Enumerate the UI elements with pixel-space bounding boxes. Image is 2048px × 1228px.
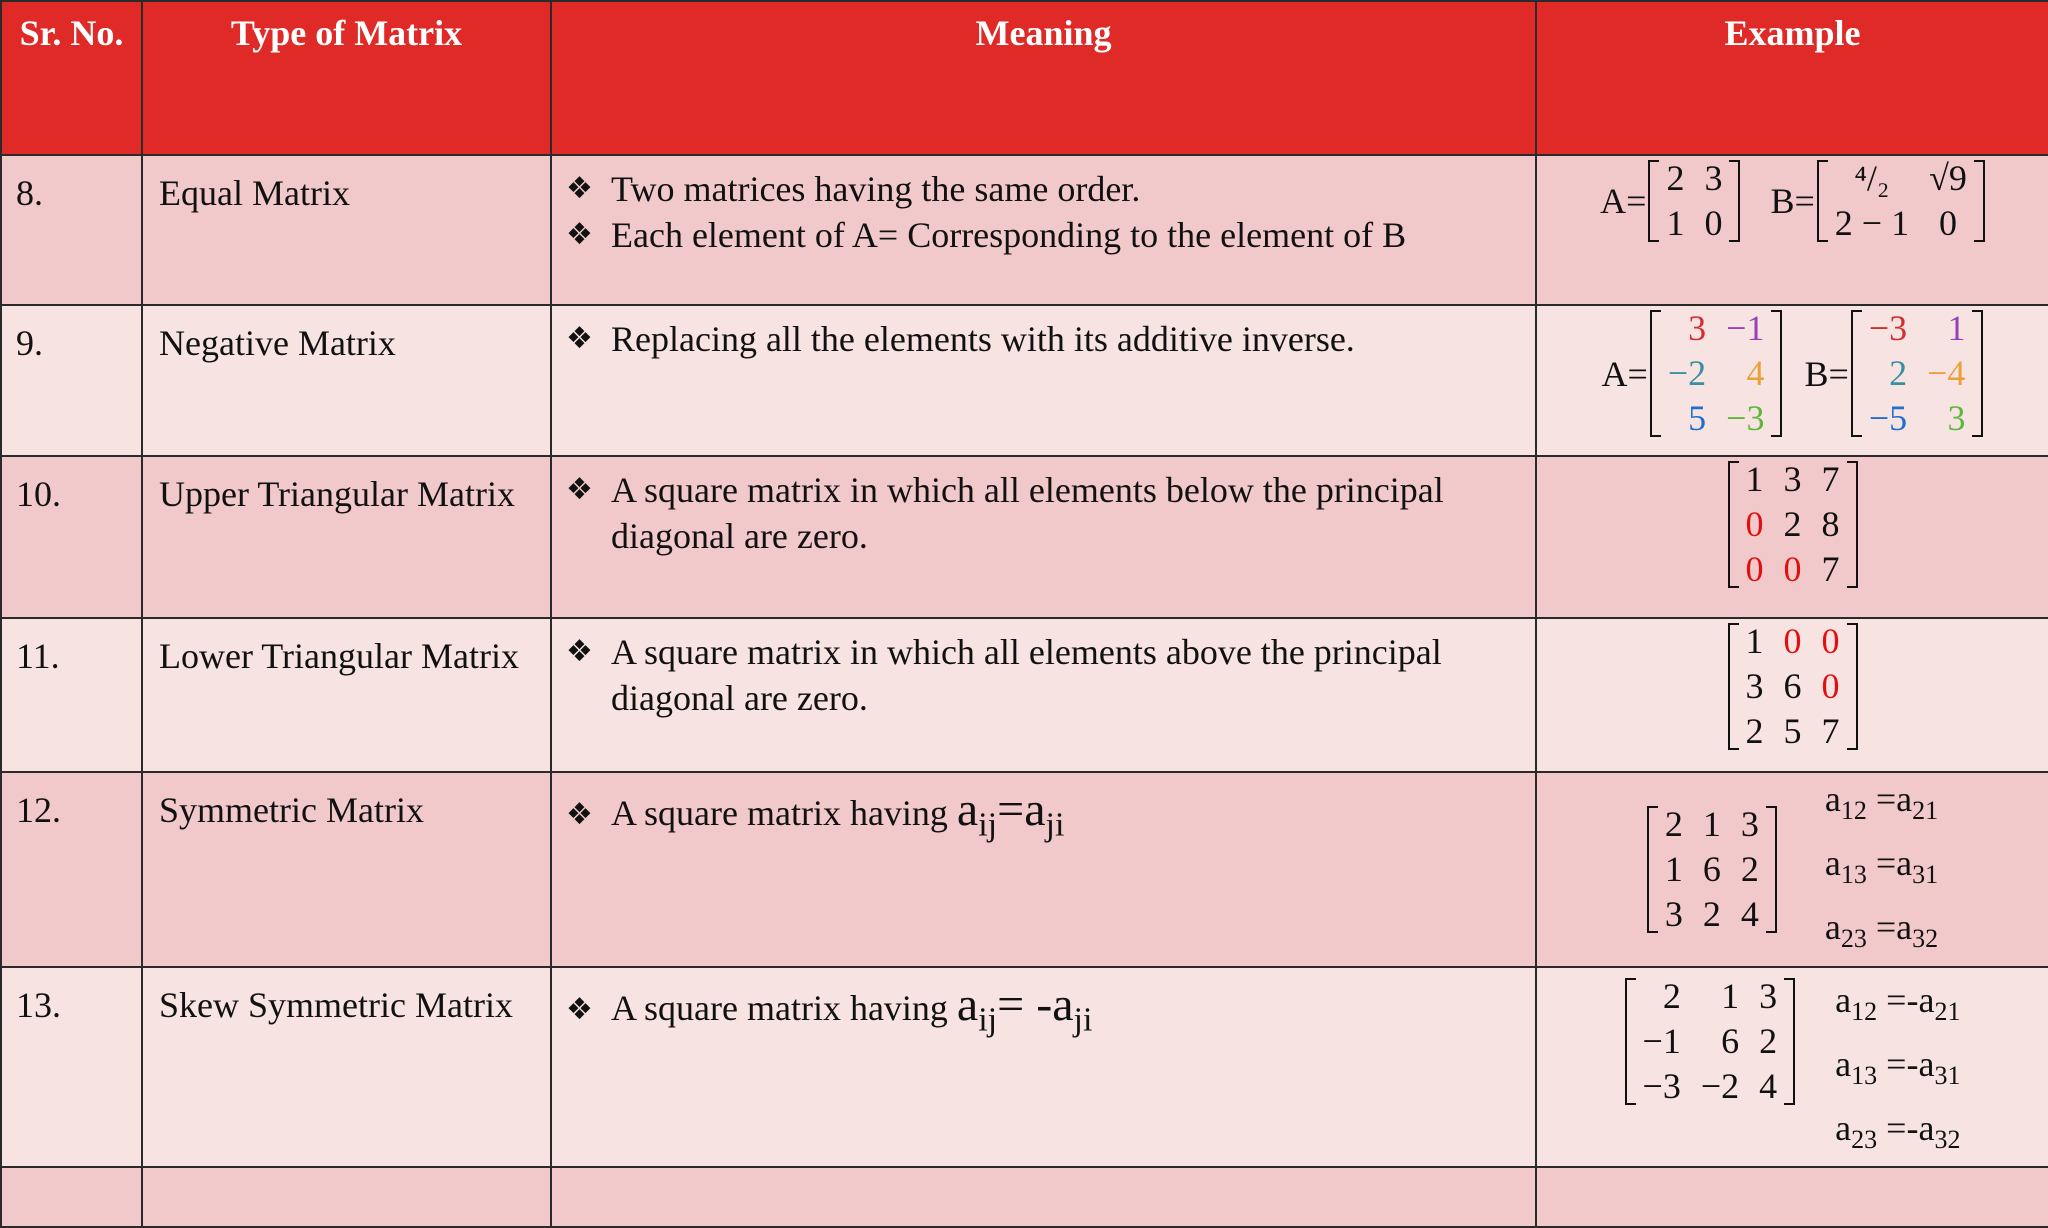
type-cell: Upper Triangular Matrix [142, 456, 551, 618]
sr-cell: 8. [1, 155, 142, 305]
matrix-cell: 1 [1947, 308, 1966, 348]
example-cell [1536, 618, 2048, 772]
relation-line: $a_{13} =a_{31}$ [1824, 843, 1939, 890]
matrix-cell: 6 [1721, 1020, 1740, 1061]
matrix-cell: 3 [1783, 459, 1802, 499]
example-cell [1536, 1167, 2048, 1227]
matrix-cell: 0 [1783, 621, 1802, 661]
matrix-cell: 6 [1702, 848, 1721, 889]
matrix-cell: 2 [1783, 504, 1802, 544]
skew-relations [1835, 974, 1960, 1167]
matrix-cell: 5 [1783, 711, 1802, 751]
matrix-cell: 2 [1889, 353, 1908, 393]
bullet-item: ❖ A square matrix having $a_{ij}= -a_{ji}$ [566, 977, 1093, 1039]
matrix-cell: 2 − 1 [1834, 203, 1910, 243]
meaning-cell [551, 155, 1536, 305]
matrix-cell: 3 [1745, 666, 1764, 706]
matrix-cell: 0 [1938, 203, 1957, 243]
matrix-cell: 0 [1745, 549, 1764, 589]
sr-cell: 10. [1, 456, 142, 618]
example-cell [1536, 967, 2048, 1168]
matrix-cell: 0 [1821, 621, 1840, 661]
skew-symmetric-formula: $a_{ij}= -a_{ji}$ [956, 977, 1093, 1039]
header-type: Type of Matrix [142, 1, 551, 155]
header-meaning: Meaning [551, 1, 1536, 155]
matrix-b: B= ⁴/₂ √9 2 − 1 0 [1770, 156, 1984, 246]
type-cell: Negative Matrix [142, 305, 551, 456]
matrix-cell: 4 [1759, 1065, 1778, 1106]
diamond-bullet-icon: ❖ [566, 217, 593, 252]
lower-triangular-matrix [1728, 619, 1858, 754]
sr-cell: 11. [1, 618, 142, 772]
matrix-cell: −2 [1700, 1065, 1740, 1106]
sr-cell [1, 1167, 142, 1227]
matrix-cell: 2 [1759, 1020, 1778, 1061]
matrix-cell: 3 [1688, 308, 1707, 348]
example-cell [1536, 155, 2048, 305]
diamond-bullet-icon: ❖ [566, 797, 593, 832]
diamond-bullet-icon: ❖ [566, 321, 593, 356]
skew-symmetric-matrix [1625, 974, 1796, 1109]
table-row [1, 305, 2048, 456]
matrix-cell: 7 [1821, 549, 1840, 589]
matrix-cell: 6 [1783, 666, 1802, 706]
table-row [1, 1167, 2048, 1227]
symmetric-formula: $a_{ij}=a_{ji}$ [956, 783, 1065, 844]
bullet-item: ❖ Two matrices having the same order. [566, 166, 1519, 212]
matrix-a: A= 2 3 1 0 [1600, 156, 1740, 246]
bullet-item: ❖ Each element of A= Corresponding to the element of B [566, 212, 1519, 258]
diamond-bullet-icon: ❖ [566, 171, 593, 206]
matrix-cell: 0 [1745, 504, 1764, 544]
sr-cell: 13. [1, 967, 142, 1168]
matrix-cell: ⁴/₂ [1854, 158, 1890, 198]
type-cell: Lower Triangular Matrix [142, 618, 551, 772]
table-row [1, 967, 2048, 1168]
matrix-cell: √9 [1929, 158, 1967, 198]
matrix-cell: −5 [1868, 398, 1908, 438]
type-cell: Equal Matrix [142, 155, 551, 305]
matrix-cell: −3 [1642, 1065, 1681, 1106]
relation-line: $a_{12} =-a_{21}$ [1835, 979, 1961, 1026]
matrix-cell: 1 [1745, 621, 1764, 661]
matrix-cell: 7 [1821, 459, 1840, 499]
bullet-item: ❖ Replacing all the elements with its additive inverse. [566, 316, 1519, 362]
example-cell [1536, 456, 2048, 618]
matrix-cell: −2 [1667, 353, 1707, 393]
matrix-cell: 2 [1740, 848, 1759, 889]
matrix-cell: −3 [1726, 398, 1765, 438]
matrix-cell: 3 [1759, 975, 1778, 1016]
matrix-cell: −3 [1868, 308, 1908, 348]
meaning-cell [551, 967, 1536, 1168]
table-header-row [1, 1, 2048, 155]
header-sr-no: Sr. No. [1, 1, 142, 155]
sr-cell: 9. [1, 305, 142, 456]
matrix-cell: 3 [1664, 893, 1683, 934]
meaning-cell [551, 305, 1536, 456]
matrix-cell: 0 [1704, 203, 1723, 243]
diamond-bullet-icon: ❖ [566, 991, 593, 1027]
matrix-cell: 4 [1740, 893, 1759, 934]
relation-line: $a_{23} =a_{32}$ [1824, 907, 1939, 954]
example-cell [1536, 305, 2048, 456]
meaning-cell [551, 1167, 1536, 1227]
symmetric-matrix [1647, 802, 1777, 937]
matrix-cell: 3 [1947, 398, 1966, 438]
type-cell: Symmetric Matrix [142, 772, 551, 967]
example-cell [1536, 772, 2048, 967]
bullet-item: ❖ A square matrix having $a_{ij}=a_{ji}$ [566, 783, 1065, 844]
matrix-cell: 1 [1702, 803, 1721, 844]
table-row [1, 456, 2048, 618]
matrix-cell: 5 [1688, 398, 1707, 438]
matrix-cell: 3 [1740, 803, 1759, 844]
sr-cell: 12. [1, 772, 142, 967]
type-cell: Skew Symmetric Matrix [142, 967, 551, 1168]
upper-triangular-matrix [1728, 457, 1858, 592]
matrix-b: B= −3 1 2 −4 −5 3 [1804, 306, 1983, 441]
matrix-cell: −1 [1642, 1020, 1681, 1061]
matrix-cell: 1 [1745, 459, 1764, 499]
matrix-cell: 2 [1666, 158, 1685, 198]
relation-line: $a_{23} =-a_{32}$ [1835, 1107, 1961, 1155]
relation-line: $a_{13} =-a_{31}$ [1835, 1043, 1961, 1090]
relation-line: $a_{12} =a_{21}$ [1824, 779, 1939, 826]
matrix-cell: 2 [1745, 711, 1764, 751]
table-row [1, 772, 2048, 967]
meaning-cell [551, 618, 1536, 772]
matrix-cell: 8 [1821, 504, 1840, 544]
type-cell [142, 1167, 551, 1227]
matrix-cell: 1 [1721, 975, 1740, 1016]
matrix-cell: 4 [1746, 353, 1765, 393]
table-row [1, 155, 2048, 305]
matrix-cell: −4 [1927, 353, 1966, 393]
meaning-cell [551, 456, 1536, 618]
matrix-cell: 2 [1662, 975, 1681, 1016]
symmetric-relations [1825, 773, 1938, 966]
header-example: Example [1536, 1, 2048, 155]
bullet-item: ❖ A square matrix in which all elements below the principal diagonal are zero. [566, 467, 1519, 559]
diamond-bullet-icon: ❖ [566, 634, 593, 669]
matrix-cell: 0 [1783, 549, 1802, 589]
bullet-item: ❖ A square matrix in which all elements above the principal diagonal are zero. [566, 629, 1519, 721]
matrix-cell: 2 [1664, 803, 1683, 844]
matrix-cell: 1 [1664, 848, 1683, 889]
matrix-cell: 1 [1666, 203, 1685, 243]
matrix-cell: 2 [1702, 893, 1721, 934]
matrix-cell: 3 [1704, 158, 1723, 198]
diamond-bullet-icon: ❖ [566, 472, 593, 507]
table-row [1, 618, 2048, 772]
matrix-cell: 0 [1821, 666, 1840, 706]
matrix-a: A= 3 −1 −2 4 5 −3 [1602, 306, 1783, 441]
meaning-cell [551, 772, 1536, 967]
matrix-cell: 7 [1821, 711, 1840, 751]
matrix-cell: −1 [1726, 308, 1765, 348]
